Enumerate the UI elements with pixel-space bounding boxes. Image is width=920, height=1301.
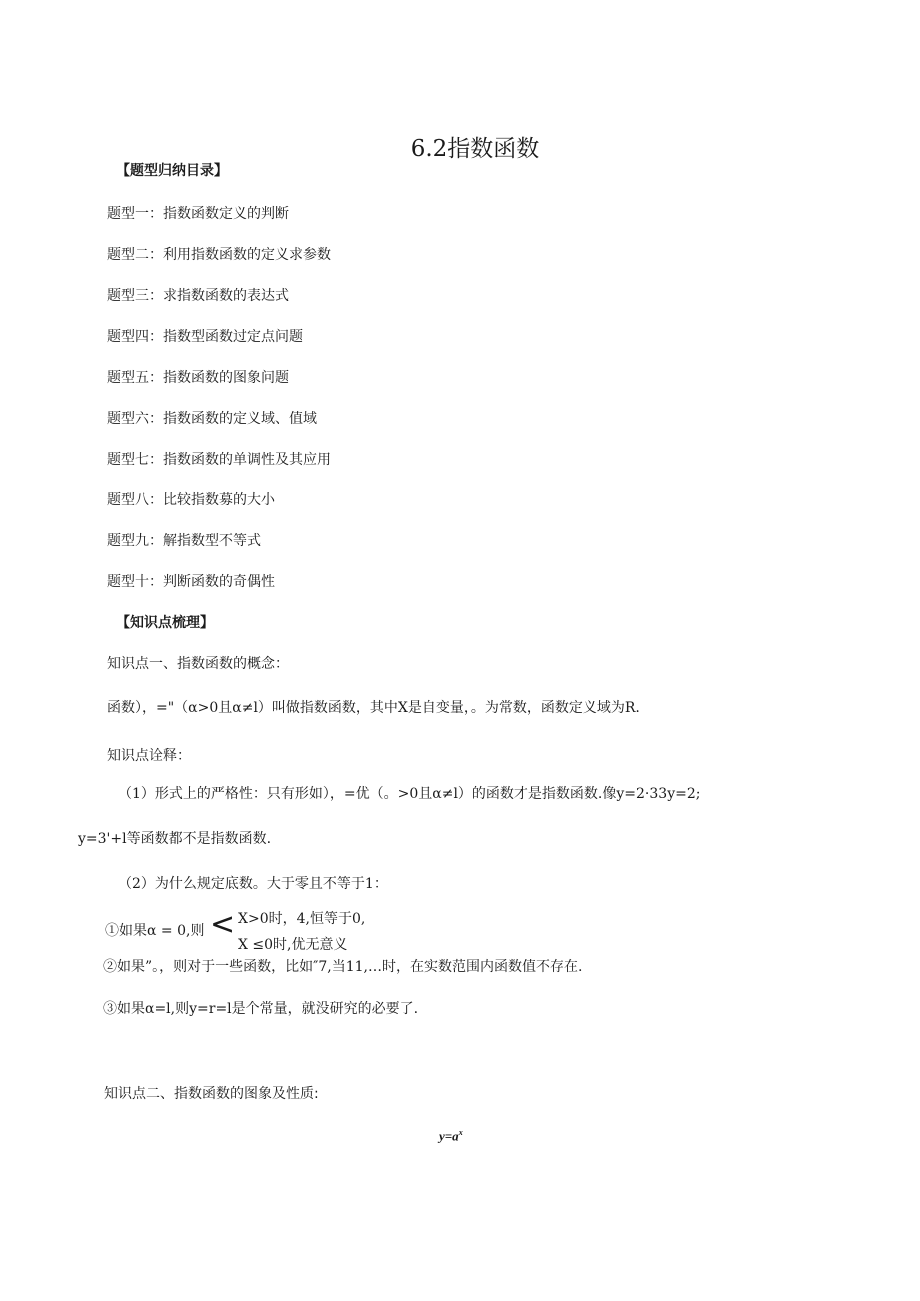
toc-item: 题型十：判断函数的奇偶性	[107, 574, 275, 590]
note1-line2: y=3'+l等函数都不是指数函数.	[78, 831, 272, 847]
toc-header: 【题型归纳目录】	[116, 163, 228, 179]
case-brace: <	[210, 907, 236, 942]
case3: ③如果α=l,则y=r=l是个常量，就没研究的必要了.	[103, 1001, 419, 1017]
toc-item: 题型九：解指数型不等式	[107, 533, 261, 549]
toc-item: 题型四：指数型函数过定点问题	[107, 329, 303, 345]
case1-a: X>0时，4,恒等于0,	[238, 911, 366, 927]
toc-item: 题型六：指数函数的定义域、值域	[107, 411, 317, 427]
toc-item: 题型二：利用指数函数的定义求参数	[107, 247, 331, 263]
toc-item: 题型八：比较指数募的大小	[107, 492, 275, 508]
toc-item: 题型一：指数函数定义的判断	[107, 206, 289, 222]
kp1-note-title: 知识点诠释：	[107, 748, 191, 764]
case1-b: X ≤0时,优无意义	[238, 937, 348, 953]
note1-line1: （1）形式上的严格性：只有形如），=优（。>0且α≠l）的函数才是指数函数.像y=2·33y=2;	[118, 786, 701, 802]
page-title: 6.2指数函数	[410, 136, 540, 162]
kp2-title: 知识点二、指数函数的图象及性质:	[104, 1086, 319, 1102]
case2: ②如果”。，则对于一些函数，比如″7,当11,…时，在实数范围内函数值不存在.	[103, 959, 583, 975]
toc-item: 题型三：求指数函数的表达式	[107, 288, 289, 304]
toc-item: 题型五：指数函数的图象问题	[107, 370, 289, 386]
kp1-definition: 函数），="（α>0且α≠l）叫做指数函数，其中X是自变量，。为常数，函数定义域为R.	[107, 700, 640, 716]
note2: （2）为什么规定底数。大于零且不等于1：	[118, 876, 388, 892]
formula	[439, 1128, 463, 1144]
toc-item: 题型七：指数函数的单调性及其应用	[107, 452, 331, 468]
case1-prefix: ①如果α = 0,则	[105, 923, 205, 939]
knowledge-header: 【知识点梳理】	[116, 615, 214, 631]
kp1-title: 知识点一、指数函数的概念：	[107, 656, 289, 672]
formula-exponent: x	[458, 1128, 463, 1137]
formula-base: y=a	[439, 1128, 459, 1144]
